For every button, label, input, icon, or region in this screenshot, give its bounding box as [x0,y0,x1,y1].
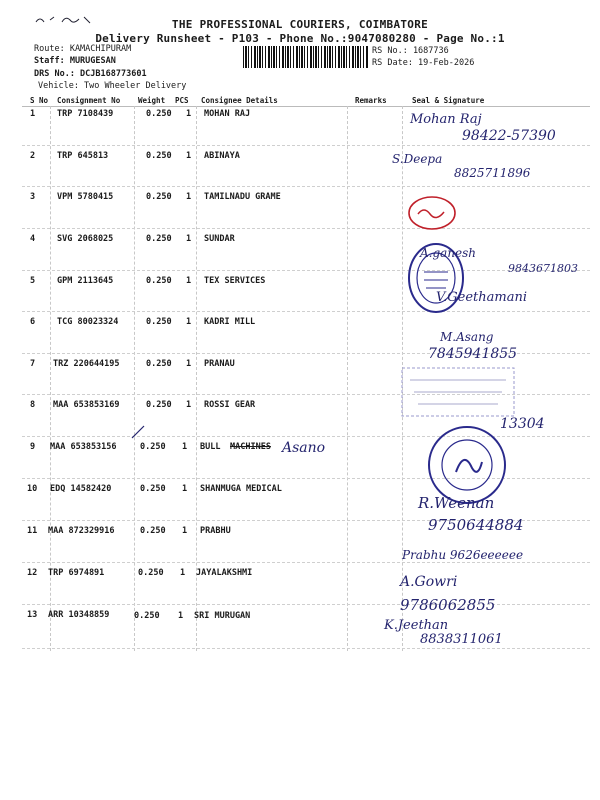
handwritten-phone: 9843671803 [508,262,578,275]
row-divider [22,311,590,312]
row-consignment: TRZ 220644195 [53,359,120,369]
column-divider [347,106,348,651]
col-header-sno: S No [30,96,49,105]
row-pcs: 1 [180,568,186,578]
company-title: THE PROFESSIONAL COURIERS, COIMBATORE [171,18,429,31]
row-sno: 11 [27,526,38,536]
row-sno: 5 [30,276,36,286]
row-sno: 13 [27,610,38,620]
row-weight: 0.250 [134,611,160,621]
row-pcs: 1 [178,611,184,621]
row-weight: 0.250 [146,234,172,244]
row-pcs: 1 [182,526,188,536]
handwritten-phone: 8838311061 [420,632,503,647]
row-weight: 0.250 [146,151,172,161]
row-consignment: GPM 2113645 [57,276,114,286]
row-consignee: SRI MURUGAN [194,611,251,621]
col-header-consignment: Consignment No [57,96,121,105]
row-weight: 0.250 [146,276,172,286]
row-divider [22,228,590,229]
row-sno: 6 [30,317,36,327]
handwritten-phone: 13304 [500,416,545,432]
row-consignment: TCG 80023324 [57,317,119,327]
row-consignee: SHANMUGA MEDICAL [200,484,282,494]
col-header-consignee: Consignee Details [201,96,278,105]
handwritten-phone: 98422-57390 [462,128,556,144]
rs-number: RS No.: 1687736 [372,46,449,56]
row-consignment: MAA 653853169 [53,400,120,410]
row-pcs: 1 [186,192,192,202]
row-pcs: 1 [186,276,192,286]
row-weight: 0.250 [146,400,172,410]
drs-label: DRS No.: DCJB168773601 [34,69,147,79]
row-sno: 1 [30,109,36,119]
row-pcs: 1 [186,359,192,369]
row-consignment: MAA 872329916 [48,526,115,536]
row-weight: 0.250 [138,568,164,578]
row-pcs: 1 [182,442,188,452]
col-header-weight: Weight [138,96,166,105]
handwritten-signature: K.Jeethan [384,618,449,633]
row-consignee: TAMILNADU GRAME [204,192,281,202]
row-consignment: VPM 5780415 [57,192,114,202]
tick-mark [130,424,150,440]
row-consignment: SVG 2068025 [57,234,114,244]
runsheet-subtitle: Delivery Runsheet - P103 - Phone No.:9047080280 - Page No.:1 [95,32,505,45]
row-consignment: TRP 7108439 [57,109,114,119]
handwritten-signature: M.Asang [440,330,494,344]
handwritten-signature: Prabhu 9626eeeeee [402,548,524,562]
row-consignment: ARR 10348859 [48,610,110,620]
row-sno: 8 [30,400,36,410]
row-pcs: 1 [182,484,188,494]
row-consignee: JAYALAKSHMI [196,568,253,578]
row-consignment: EDQ 14582420 [50,484,112,494]
row-weight: 0.250 [140,526,166,536]
delivery-stamp [398,362,518,422]
row-divider [22,186,590,187]
row-sno: 10 [27,484,38,494]
row-sno: 9 [30,442,36,452]
row-divider [22,648,590,649]
row-consignee: TEX SERVICES [204,276,266,286]
staff-label: Staff: MURUGESAN [34,56,116,66]
row-consignee: BULL [200,442,221,452]
red-stamp [406,194,458,232]
row-sno: 2 [30,151,36,161]
handwritten-phone: 8825711896 [454,166,531,180]
row-divider [22,270,590,271]
row-consignee: ABINAYA [204,151,240,161]
handwritten-signature: A.ganesh [420,246,477,260]
row-consignment: MAA 653853156 [50,442,117,452]
row-consignee: PRANAU [204,359,235,369]
row-sno: 4 [30,234,36,244]
row-weight: 0.250 [140,484,166,494]
row-sno: 7 [30,359,36,369]
column-divider [134,106,135,651]
handwritten-phone: 9786062855 [400,596,496,614]
header-rule [22,106,590,107]
row-divider [22,562,590,563]
vehicle-label: Vehicle: Two Wheeler Delivery [38,81,187,91]
row-sno: 3 [30,192,36,202]
row-consignment: TRP 645813 [57,151,109,161]
row-sno: 12 [27,568,38,578]
handwritten-phone: 7845941855 [428,346,518,362]
row-weight: 0.250 [146,317,172,327]
row-divider [22,604,590,605]
row-divider [22,145,590,146]
row-consignee: PRABHU [200,526,231,536]
row-consignee-struck: MACHINES [230,442,271,452]
rs-date: RS Date: 19-Feb-2026 [372,58,475,68]
row-consignee: ROSSI GEAR [204,400,256,410]
row-pcs: 1 [186,109,192,119]
row-consignee: KADRI MILL [204,317,256,327]
row-pcs: 1 [186,234,192,244]
handwritten-signature: V.Geethamani [436,290,527,305]
route-label: Route: KAMACHIPURAM [34,44,132,54]
row-consignee: SUNDAR [204,234,235,244]
handwritten-signature: S.Deepa [392,152,443,166]
row-weight: 0.250 [146,359,172,369]
row-weight: 0.250 [140,442,166,452]
barcode [243,46,369,68]
handwritten-signature: R.Weenan [418,494,495,512]
row-pcs: 1 [186,317,192,327]
col-header-signature: Seal & Signature [412,96,485,105]
row-pcs: 1 [186,151,192,161]
col-header-pcs: PCS [175,96,189,105]
row-pcs: 1 [186,400,192,410]
row-consignment: TRP 6974891 [48,568,105,578]
handwritten-signature: A.Gowri [400,574,458,590]
row-weight: 0.250 [146,192,172,202]
handwritten-signature: Mohan Raj [410,112,482,127]
handwritten-phone: 9750644884 [428,516,524,534]
handwritten-note: Asano [282,440,326,456]
row-weight: 0.250 [146,109,172,119]
row-consignee: MOHAN RAJ [204,109,251,119]
col-header-remarks: Remarks [355,96,387,105]
